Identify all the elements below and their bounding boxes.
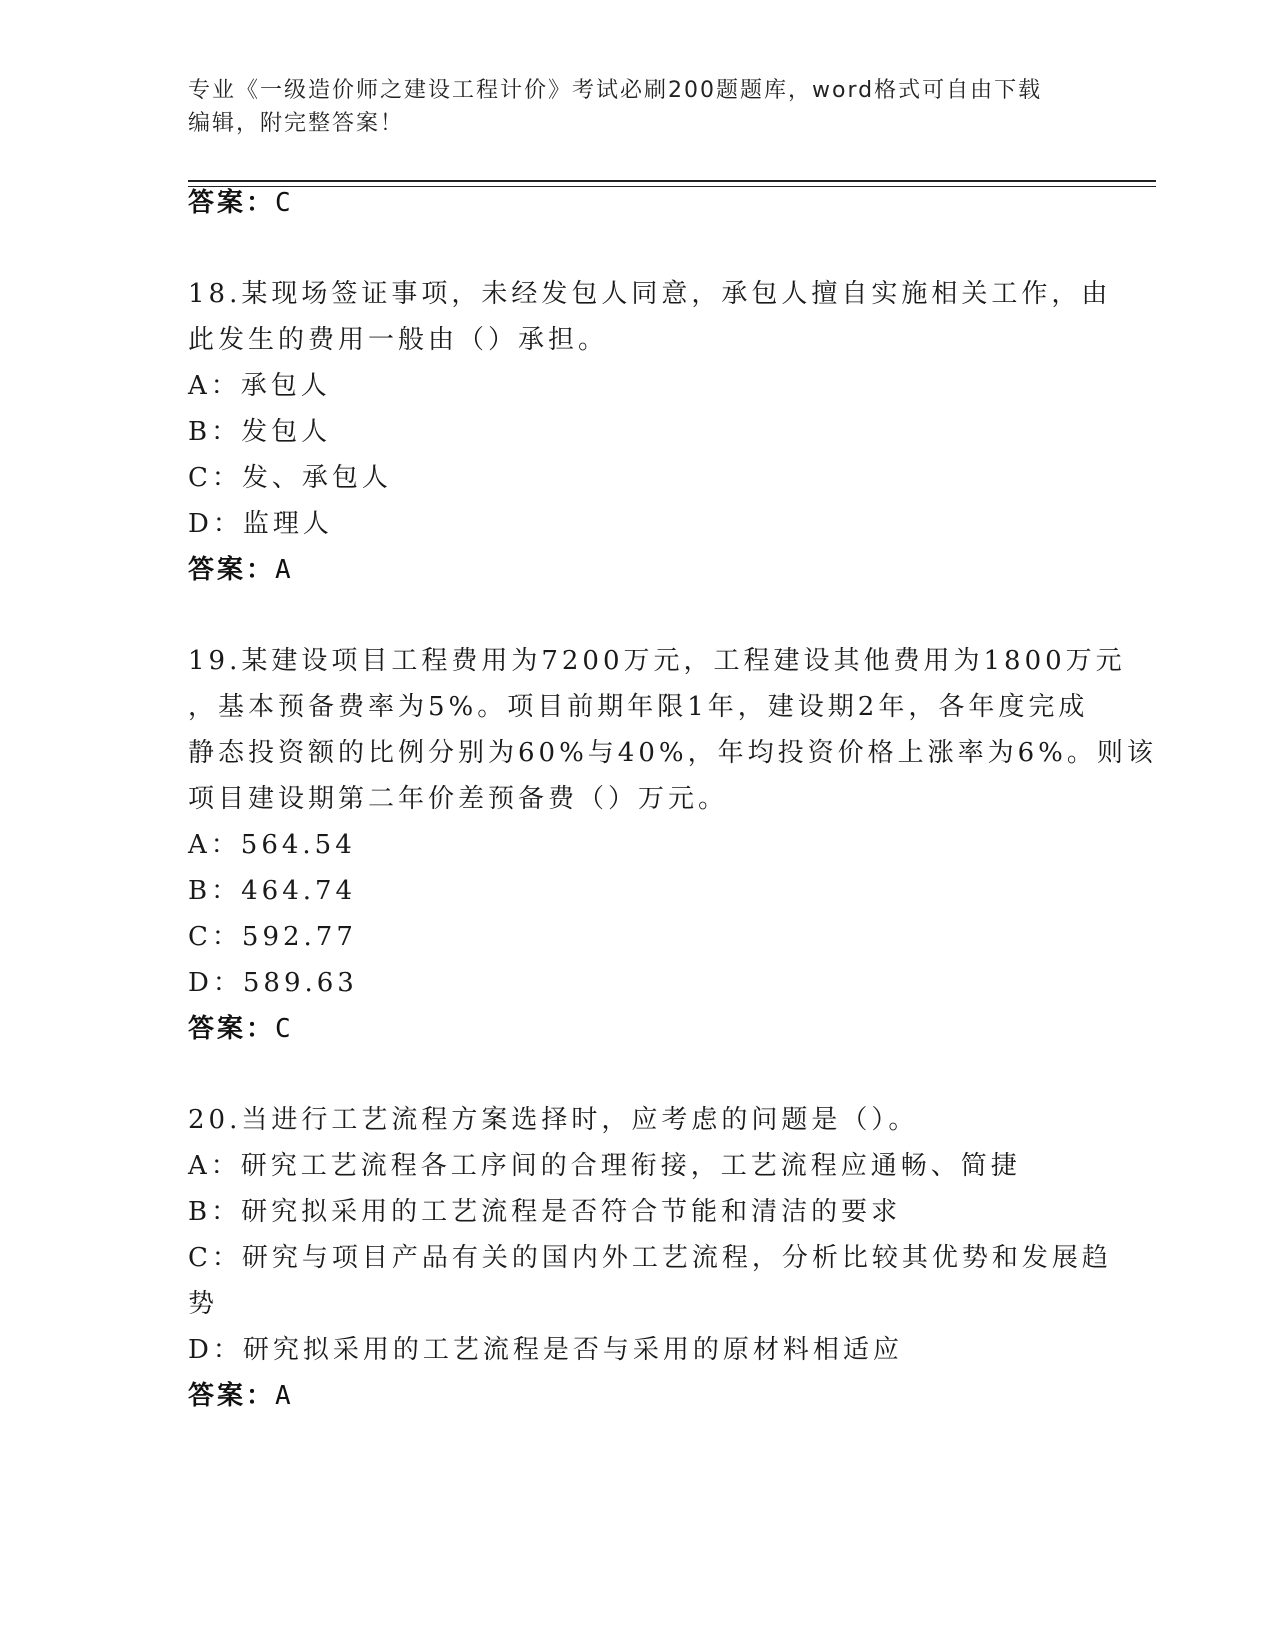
option-label: C： bbox=[188, 922, 242, 952]
option-d bbox=[188, 960, 1088, 1006]
document-header bbox=[188, 74, 1088, 140]
answer-line bbox=[188, 1373, 1088, 1419]
option-text: 发、承包人 bbox=[241, 463, 392, 493]
question-stem-line: 项目建设期第二年价差预备费（）万元。 bbox=[188, 784, 729, 814]
answer-label: 答案： bbox=[188, 1381, 276, 1411]
option-d bbox=[188, 1327, 1088, 1373]
option-label: D： bbox=[188, 1335, 243, 1365]
option-label: D： bbox=[188, 509, 243, 539]
spacer bbox=[188, 226, 1088, 271]
option-a bbox=[188, 363, 1088, 409]
option-text: 发包人 bbox=[241, 417, 332, 447]
answer-value: C bbox=[275, 188, 294, 218]
answer-label: 答案： bbox=[188, 1014, 276, 1044]
option-b bbox=[188, 409, 1088, 455]
answer-value: C bbox=[275, 1014, 294, 1044]
option-label: A： bbox=[188, 830, 241, 860]
option-text: 承包人 bbox=[240, 371, 331, 401]
option-text: 研究与项目产品有关的国内外工艺流程，分析比较其优势和发展趋 bbox=[241, 1243, 1112, 1273]
answer-label: 答案： bbox=[188, 555, 276, 585]
spacer bbox=[188, 593, 1088, 638]
option-a bbox=[188, 1143, 1088, 1189]
question-block bbox=[188, 1097, 1112, 1419]
question-stem-line: 此发生的费用一般由（）承担。 bbox=[188, 325, 609, 355]
option-text: 464.74 bbox=[241, 876, 357, 906]
option-label: C： bbox=[188, 463, 242, 493]
header-line-2: 编辑，附完整答案！ bbox=[188, 111, 405, 136]
option-d bbox=[188, 501, 1088, 547]
option-c bbox=[188, 1235, 1112, 1281]
question-stem-line: 20.当进行工艺流程方案选择时，应考虑的问题是（）。 bbox=[188, 1105, 919, 1135]
answer-line bbox=[188, 547, 1088, 593]
option-text: 589.63 bbox=[242, 968, 358, 998]
option-label: D： bbox=[188, 968, 243, 998]
option-text: 研究工艺流程各工序间的合理衔接，工艺流程应通畅、简捷 bbox=[240, 1151, 1021, 1181]
option-c bbox=[188, 455, 1088, 501]
option-label: C： bbox=[188, 1243, 242, 1273]
option-text: 监理人 bbox=[242, 509, 333, 539]
option-a bbox=[188, 822, 1088, 868]
option-text: 研究拟采用的工艺流程是否与采用的原材料相适应 bbox=[242, 1335, 903, 1365]
question-block bbox=[188, 271, 1112, 593]
option-c bbox=[188, 914, 1088, 960]
header-line-1: 专业《一级造价师之建设工程计价》考试必刷200题题库，word格式可自由下载 bbox=[188, 78, 1043, 103]
option-label: A： bbox=[188, 371, 241, 401]
option-label: B： bbox=[188, 417, 242, 447]
question-content bbox=[188, 186, 1157, 1419]
answer-label: 答案： bbox=[188, 188, 276, 218]
answer-line bbox=[188, 180, 1088, 226]
answer-line bbox=[188, 1006, 1088, 1052]
question-stem-line: 静态投资额的比例分别为60%与40%，年均投资价格上涨率为6%。则该 bbox=[188, 738, 1157, 768]
option-label: A： bbox=[188, 1151, 241, 1181]
answer-value: A bbox=[275, 555, 294, 585]
question-stem-line: 18.某现场签证事项，未经发包人同意，承包人擅自实施相关工作，由 bbox=[188, 279, 1112, 309]
option-c-continuation: 势 bbox=[188, 1289, 219, 1319]
option-text: 592.77 bbox=[241, 922, 357, 952]
question-stem-line: ，基本预备费率为5%。项目前期年限1年，建设期2年，各年度完成 bbox=[188, 692, 1089, 722]
question-block bbox=[188, 638, 1157, 1052]
option-b bbox=[188, 868, 1088, 914]
option-text: 564.54 bbox=[240, 830, 356, 860]
option-label: B： bbox=[188, 1197, 242, 1227]
question-stem-line: 19.某建设项目工程费用为7200万元，工程建设其他费用为1800万元 bbox=[188, 646, 1126, 676]
answer-value: A bbox=[275, 1381, 294, 1411]
option-text: 研究拟采用的工艺流程是否符合节能和清洁的要求 bbox=[241, 1197, 902, 1227]
option-label: B： bbox=[188, 876, 242, 906]
option-b bbox=[188, 1189, 1088, 1235]
spacer bbox=[188, 1052, 1088, 1097]
